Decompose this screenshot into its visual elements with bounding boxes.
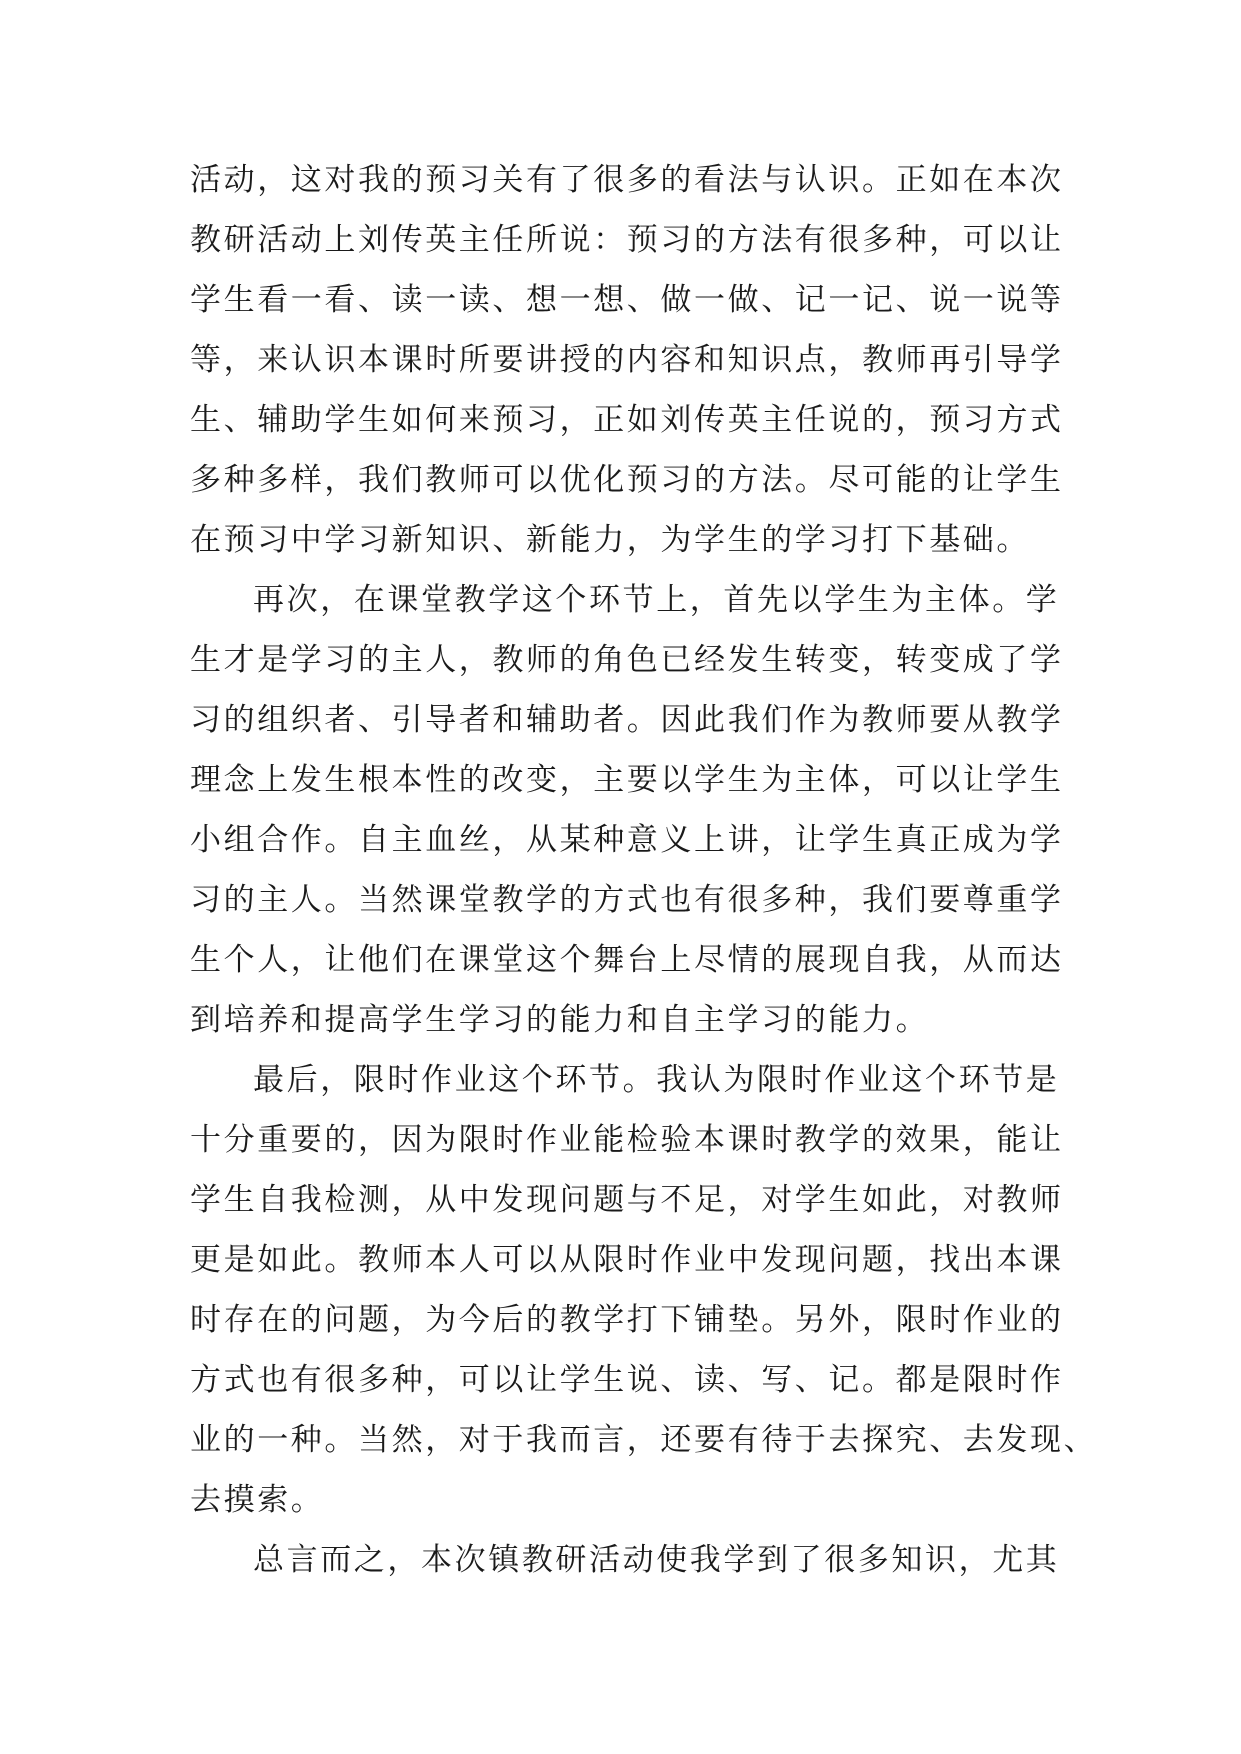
text-line: 十分重要的，因为限时作业能检验本课时教学的效果，能让 [190,1122,1064,1158]
text-line: 去摸索。 [190,1482,325,1518]
text-line: 学生自我检测，从中发现问题与不足，对学生如此，对教师 [190,1182,1064,1218]
paragraph-start-line: 再次，在课堂教学这个环节上，首先以学生为主体。学 [253,582,1060,618]
text-line: 生个人，让他们在课堂这个舞台上尽情的展现自我，从而达 [190,942,1064,978]
text-line: 教研活动上刘传英主任所说：预习的方法有很多种，可以让 [190,222,1064,258]
text-line: 习的组织者、引导者和辅助者。因此我们作为教师要从教学 [190,702,1064,738]
paragraph-start-line: 最后，限时作业这个环节。我认为限时作业这个环节是 [253,1062,1060,1098]
text-line: 方式也有很多种，可以让学生说、读、写、记。都是限时作 [190,1362,1064,1398]
text-line: 在预习中学习新知识、新能力，为学生的学习打下基础。 [190,522,1030,558]
paragraph-start-line: 总言而之，本次镇教研活动使我学到了很多知识，尤其 [253,1542,1060,1578]
text-line: 生、辅助学生如何来预习，正如刘传英主任说的，预习方式 [190,402,1064,438]
body-text [190,150,1098,1590]
text-line: 小组合作。自主血丝，从某种意义上讲，让学生真正成为学 [190,822,1064,858]
text-line: 时存在的问题，为今后的教学打下铺垫。另外，限时作业的 [190,1302,1064,1338]
text-line: 习的主人。当然课堂教学的方式也有很多种，我们要尊重学 [190,882,1064,918]
text-line: 业的一种。当然，对于我而言，还要有待于去探究、去发现、 [190,1422,1098,1458]
text-line: 到培养和提高学生学习的能力和自主学习的能力。 [190,1002,930,1038]
text-line: 多种多样，我们教师可以优化预习的方法。尽可能的让学生 [190,462,1064,498]
text-line: 更是如此。教师本人可以从限时作业中发现问题，找出本课 [190,1242,1064,1278]
text-line: 学生看一看、读一读、想一想、做一做、记一记、说一说等 [190,282,1064,318]
text-line: 生才是学习的主人，教师的角色已经发生转变，转变成了学 [190,642,1064,678]
text-line: 活动，这对我的预习关有了很多的看法与认识。正如在本次 [190,162,1064,198]
text-line: 理念上发生根本性的改变，主要以学生为主体，可以让学生 [190,762,1064,798]
text-line: 等，来认识本课时所要讲授的内容和知识点，教师再引导学 [190,342,1064,378]
